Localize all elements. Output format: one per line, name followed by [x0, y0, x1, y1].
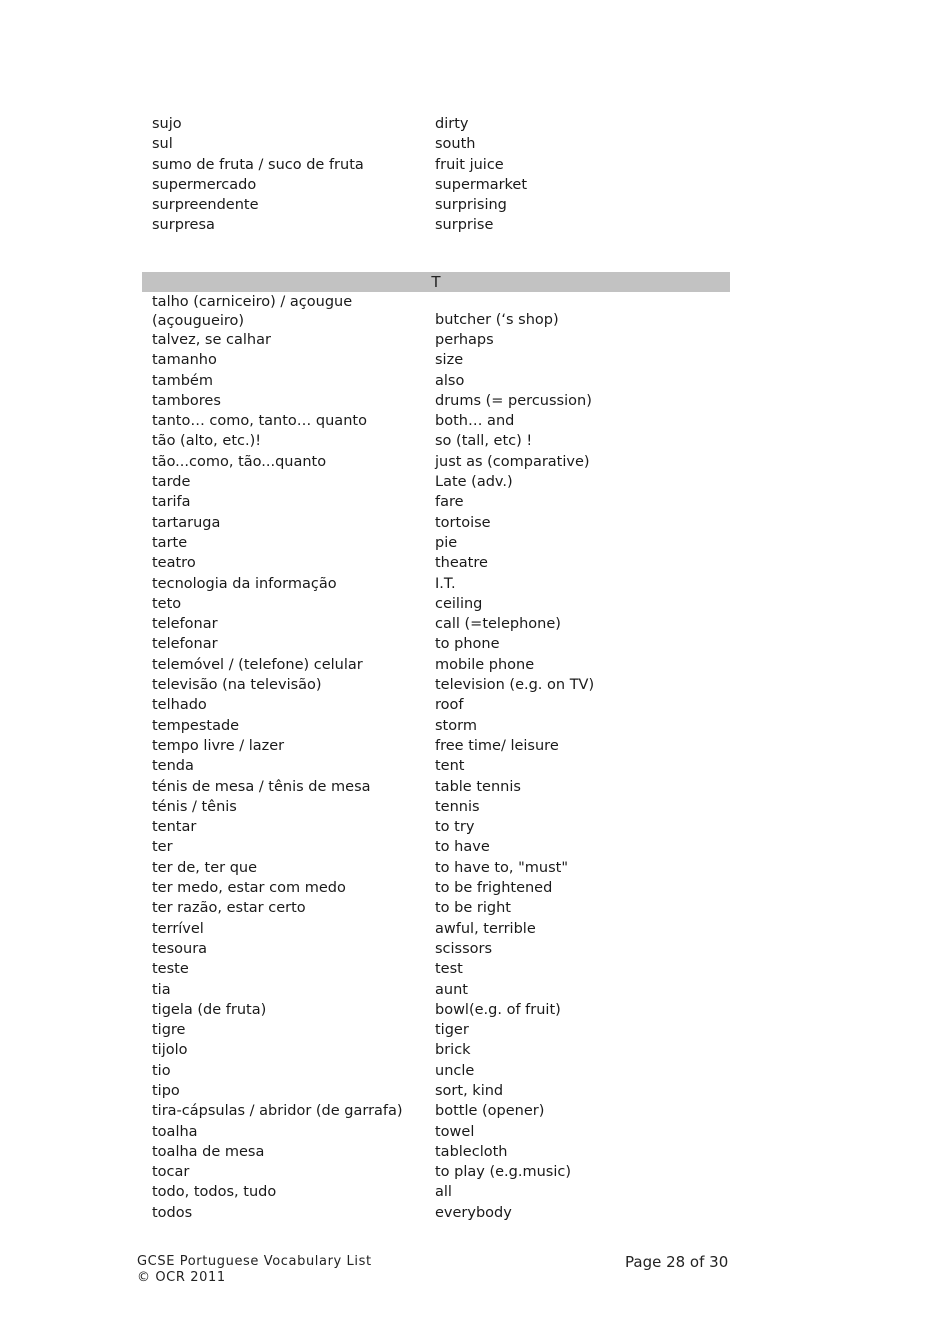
- portuguese-term: tijolo: [152, 1042, 188, 1059]
- portuguese-term: tio: [152, 1062, 171, 1079]
- vocab-row: [142, 777, 730, 797]
- english-translation: to have to, "must": [435, 859, 569, 876]
- english-translation: roof: [435, 697, 464, 714]
- vocab-row: [142, 716, 730, 736]
- portuguese-term: tão...como, tão...quanto: [152, 453, 327, 470]
- section-header-t: T: [142, 272, 730, 292]
- portuguese-term: tamanho: [152, 352, 217, 369]
- english-translation: pie: [435, 534, 458, 551]
- portuguese-term: tarte: [152, 534, 188, 551]
- portuguese-term: tigre: [152, 1022, 186, 1039]
- vocab-row: [142, 350, 730, 370]
- portuguese-term: teste: [152, 961, 189, 978]
- footer-copyright: © OCR 2011: [137, 1270, 226, 1285]
- portuguese-term: telefonar: [152, 636, 218, 653]
- english-translation: to play (e.g.music): [435, 1164, 572, 1181]
- english-translation: to have: [435, 839, 490, 856]
- vocab-row: [142, 472, 730, 492]
- english-translation: to phone: [435, 636, 500, 653]
- portuguese-term: telhado: [152, 697, 207, 714]
- english-translation: Late (adv.): [435, 474, 513, 491]
- portuguese-term: tartaruga: [152, 514, 221, 531]
- english-translation: so (tall, etc) !: [435, 433, 533, 450]
- portuguese-term: talho (carniceiro) / açougue (açougueiro): [152, 294, 353, 329]
- english-translation: surprising: [435, 197, 507, 214]
- vocab-row: [142, 411, 730, 431]
- portuguese-term: tão (alto, etc.)!: [152, 433, 262, 450]
- english-translation: mobile phone: [435, 656, 535, 673]
- english-translation: everybody: [435, 1204, 512, 1221]
- vocab-row: [142, 1122, 730, 1142]
- portuguese-term: televisão (na televisão): [152, 677, 322, 694]
- portuguese-term: surpreendente: [152, 197, 259, 214]
- english-translation: supermarket: [435, 176, 528, 193]
- vocab-row: [142, 1020, 730, 1040]
- portuguese-term: tentar: [152, 819, 197, 836]
- english-translation: ceiling: [435, 595, 483, 612]
- english-translation: bottle (opener): [435, 1103, 545, 1120]
- english-translation: surprise: [435, 217, 494, 234]
- english-translation: size: [435, 352, 464, 369]
- portuguese-term: tarde: [152, 474, 191, 491]
- english-translation: storm: [435, 717, 477, 734]
- english-translation: call (=telephone): [435, 616, 561, 633]
- vocab-row: [142, 574, 730, 594]
- english-translation: awful, terrible: [435, 920, 536, 937]
- portuguese-term: ter medo, estar com medo: [152, 880, 346, 897]
- english-translation: just as (comparative): [435, 453, 590, 470]
- portuguese-term: toalha: [152, 1123, 198, 1140]
- english-translation: sort, kind: [435, 1082, 504, 1099]
- vocab-row: [142, 939, 730, 959]
- vocab-row: [142, 695, 730, 715]
- vocab-row: [142, 980, 730, 1000]
- vocab-row: [142, 837, 730, 857]
- english-translation: tent: [435, 758, 465, 775]
- english-translation: to try: [435, 819, 475, 836]
- vocab-row: [142, 292, 730, 330]
- vocab-row: [142, 492, 730, 512]
- english-translation: south: [435, 136, 476, 153]
- portuguese-term: tenda: [152, 758, 194, 775]
- portuguese-term: ter razão, estar certo: [152, 900, 306, 917]
- vocab-row: [142, 330, 730, 350]
- english-translation: also: [435, 372, 465, 389]
- vocab-row: [142, 371, 730, 391]
- vocab-row: [142, 614, 730, 634]
- english-translation: fruit juice: [435, 156, 504, 173]
- vocab-row: [142, 858, 730, 878]
- vocab-row: [142, 134, 730, 154]
- english-translation: perhaps: [435, 332, 494, 348]
- english-translation: butcher (‘s shop): [435, 311, 559, 328]
- english-translation: tablecloth: [435, 1143, 508, 1160]
- vocab-row: [142, 594, 730, 614]
- portuguese-term: talvez, se calhar: [152, 332, 271, 348]
- vocab-row: [142, 1203, 730, 1223]
- english-translation: tortoise: [435, 514, 491, 531]
- vocab-list-t: [142, 292, 730, 1223]
- english-translation: to be right: [435, 900, 511, 917]
- english-translation: dirty: [435, 116, 469, 132]
- portuguese-term: teto: [152, 595, 182, 612]
- vocab-row: [142, 155, 730, 175]
- portuguese-term: sumo de fruta / suco de fruta: [152, 156, 364, 173]
- vocab-row: [142, 797, 730, 817]
- portuguese-term: ténis de mesa / tênis de mesa: [152, 778, 371, 795]
- english-translation: television (e.g. on TV): [435, 677, 595, 694]
- vocab-row: [142, 431, 730, 451]
- portuguese-term: telefonar: [152, 616, 218, 633]
- portuguese-term: também: [152, 372, 213, 389]
- english-translation: free time/ leisure: [435, 737, 559, 754]
- english-translation: drums (= percussion): [435, 392, 592, 409]
- english-translation: to be frightened: [435, 880, 553, 897]
- portuguese-term: todo, todos, tudo: [152, 1184, 277, 1201]
- vocab-row: [142, 675, 730, 695]
- english-translation: table tennis: [435, 778, 521, 795]
- vocab-row: [142, 736, 730, 756]
- portuguese-term: tempo livre / lazer: [152, 737, 285, 754]
- portuguese-term: supermercado: [152, 176, 257, 193]
- portuguese-term: teatro: [152, 555, 196, 572]
- english-translation: test: [435, 961, 463, 978]
- portuguese-term: tecnologia da informação: [152, 575, 337, 592]
- english-translation: scissors: [435, 940, 493, 957]
- portuguese-term: tempestade: [152, 717, 240, 734]
- portuguese-term: telemóvel / (telefone) celular: [152, 656, 363, 673]
- english-translation: uncle: [435, 1062, 475, 1079]
- english-translation: tennis: [435, 798, 480, 815]
- english-translation: I.T.: [435, 575, 456, 592]
- portuguese-term: surpresa: [152, 217, 215, 234]
- vocab-list-s: [142, 114, 730, 236]
- english-translation: fare: [435, 494, 464, 511]
- portuguese-term: tambores: [152, 392, 221, 409]
- vocab-row: [142, 878, 730, 898]
- portuguese-term: tia: [152, 981, 171, 998]
- portuguese-term: tira-cápsulas / abridor (de garrafa): [152, 1103, 403, 1120]
- portuguese-term: tanto… como, tanto… quanto: [152, 413, 367, 430]
- vocab-row: [142, 215, 730, 235]
- vocab-row: [142, 533, 730, 553]
- portuguese-term: tipo: [152, 1082, 180, 1099]
- footer-document-info: [137, 1254, 372, 1286]
- portuguese-term: terrível: [152, 920, 204, 937]
- vocab-row: [142, 1142, 730, 1162]
- portuguese-term: todos: [152, 1204, 193, 1221]
- vocab-row: [142, 959, 730, 979]
- english-translation: tiger: [435, 1022, 469, 1039]
- vocab-row: [142, 1182, 730, 1202]
- vocab-row: [142, 634, 730, 654]
- vocab-row: [142, 452, 730, 472]
- portuguese-term: ter: [152, 839, 173, 856]
- vocab-row: [142, 195, 730, 215]
- english-translation: all: [435, 1184, 452, 1201]
- vocab-row: [142, 817, 730, 837]
- english-translation: towel: [435, 1123, 475, 1140]
- portuguese-term: tarifa: [152, 494, 191, 511]
- portuguese-term: tigela (de fruta): [152, 1001, 267, 1018]
- portuguese-term: tesoura: [152, 940, 208, 957]
- vocab-row: [142, 655, 730, 675]
- portuguese-term: ter de, ter que: [152, 859, 258, 876]
- vocab-row: [142, 898, 730, 918]
- vocab-row: [142, 1040, 730, 1060]
- vocab-row: [142, 1000, 730, 1020]
- portuguese-term: sujo: [152, 116, 182, 132]
- vocab-row: [142, 1162, 730, 1182]
- vocab-row: [142, 1101, 730, 1121]
- portuguese-term: tocar: [152, 1164, 190, 1181]
- vocab-row: [142, 553, 730, 573]
- vocab-row: [142, 114, 730, 134]
- page-number: Page 28 of 30: [625, 1253, 729, 1271]
- vocab-row: [142, 1061, 730, 1081]
- english-translation: both… and: [435, 413, 515, 430]
- portuguese-term: sul: [152, 136, 173, 153]
- english-translation: theatre: [435, 555, 488, 572]
- english-translation: brick: [435, 1042, 471, 1059]
- vocab-row: [142, 756, 730, 776]
- portuguese-term: ténis / tênis: [152, 798, 237, 815]
- vocab-row: [142, 391, 730, 411]
- footer-doc-title: GCSE Portuguese Vocabulary List: [137, 1254, 372, 1269]
- portuguese-term: toalha de mesa: [152, 1143, 265, 1160]
- vocab-row: [142, 919, 730, 939]
- vocab-row: [142, 175, 730, 195]
- vocab-row: [142, 513, 730, 533]
- english-translation: bowl(e.g. of fruit): [435, 1001, 561, 1018]
- english-translation: aunt: [435, 981, 468, 998]
- vocab-row: [142, 1081, 730, 1101]
